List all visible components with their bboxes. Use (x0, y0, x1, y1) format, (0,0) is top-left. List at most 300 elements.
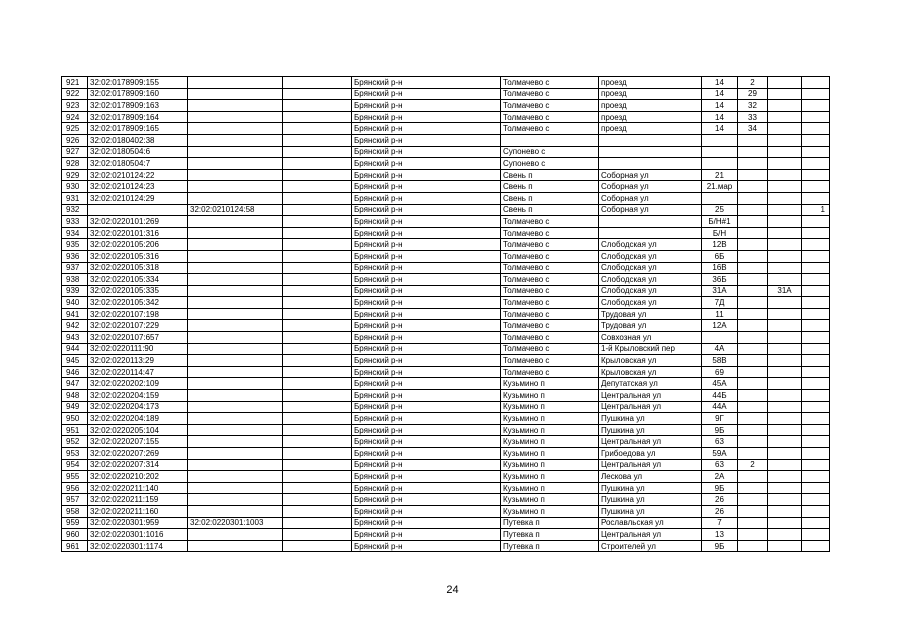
cell-house-number: 14 (702, 100, 738, 112)
cell-flat-number: 1 (802, 204, 830, 216)
cell-spacer (283, 250, 352, 262)
cell-letter (768, 227, 802, 239)
cell-house-number: 44А (702, 401, 738, 413)
cell-cadastral-number: 32:02:0220211:159 (88, 494, 188, 506)
cell-cadastral-number: 32:02:0220105:334 (88, 274, 188, 286)
cell-spacer (283, 366, 352, 378)
cell-linked-cadastral-number (188, 401, 283, 413)
cell-spacer (283, 436, 352, 448)
cell-row-number: 934 (62, 227, 88, 239)
table-row (62, 250, 830, 262)
cell-flat-number (802, 146, 830, 158)
cell-flat-number (802, 378, 830, 390)
cell-letter (768, 378, 802, 390)
cell-street: Слободская ул (599, 262, 702, 274)
table-row (62, 169, 830, 181)
cell-letter (768, 343, 802, 355)
cell-street: Рославльская ул (599, 517, 702, 529)
cell-letter (768, 297, 802, 309)
cell-spacer (283, 227, 352, 239)
cell-district: Брянский р-н (352, 250, 501, 262)
cell-cadastral-number: 32:02:0220204:159 (88, 390, 188, 402)
cell-letter (768, 88, 802, 100)
cell-flat-number (802, 181, 830, 193)
cell-house-number: 14 (702, 88, 738, 100)
cell-house-number: 12А (702, 320, 738, 332)
cell-row-number: 948 (62, 390, 88, 402)
cell-linked-cadastral-number (188, 343, 283, 355)
cell-street (599, 158, 702, 170)
cell-street: Слободская ул (599, 239, 702, 251)
cell-building-number (738, 158, 768, 170)
cell-spacer (283, 216, 352, 228)
cell-cadastral-number: 32:02:0220301:1174 (88, 540, 188, 552)
cell-linked-cadastral-number (188, 366, 283, 378)
cell-locality: Толмачево с (501, 88, 599, 100)
cell-street: Пушкина ул (599, 413, 702, 425)
cell-house-number: Б/Н (702, 227, 738, 239)
cell-linked-cadastral-number (188, 227, 283, 239)
cell-district: Брянский р-н (352, 123, 501, 135)
cell-row-number: 929 (62, 169, 88, 181)
cell-house-number: 63 (702, 459, 738, 471)
cell-street: Соборная ул (599, 204, 702, 216)
cell-cadastral-number: 32:02:0220211:140 (88, 482, 188, 494)
cell-flat-number (802, 343, 830, 355)
cell-street (599, 134, 702, 146)
table-row (62, 355, 830, 367)
table-row (62, 216, 830, 228)
cell-cadastral-number: 32:02:0178909:163 (88, 100, 188, 112)
cell-house-number: 14 (702, 77, 738, 89)
cell-building-number (738, 192, 768, 204)
cell-letter (768, 517, 802, 529)
cell-cadastral-number: 32:02:0210124:22 (88, 169, 188, 181)
table-row (62, 482, 830, 494)
cell-street: Соборная ул (599, 169, 702, 181)
cell-house-number: 44Б (702, 390, 738, 402)
cell-letter (768, 146, 802, 158)
cell-locality: Кузьмино п (501, 401, 599, 413)
cell-row-number: 944 (62, 343, 88, 355)
cell-row-number: 936 (62, 250, 88, 262)
cell-linked-cadastral-number (188, 320, 283, 332)
table-row (62, 424, 830, 436)
cell-building-number (738, 471, 768, 483)
cell-cadastral-number: 32:02:0220105:318 (88, 262, 188, 274)
cell-street: проезд (599, 77, 702, 89)
cell-cadastral-number: 32:02:0180504:7 (88, 158, 188, 170)
cell-district: Брянский р-н (352, 297, 501, 309)
cell-building-number: 2 (738, 77, 768, 89)
cell-district: Брянский р-н (352, 343, 501, 355)
table-row (62, 540, 830, 552)
table-row (62, 77, 830, 89)
cell-letter (768, 216, 802, 228)
cell-district: Брянский р-н (352, 424, 501, 436)
cell-flat-number (802, 239, 830, 251)
cell-house-number: 69 (702, 366, 738, 378)
cell-street: Трудовая ул (599, 320, 702, 332)
cell-district: Брянский р-н (352, 239, 501, 251)
cell-linked-cadastral-number (188, 192, 283, 204)
cell-locality: Толмачево с (501, 216, 599, 228)
cell-row-number: 961 (62, 540, 88, 552)
cell-spacer (283, 343, 352, 355)
cell-spacer (283, 320, 352, 332)
cell-row-number: 927 (62, 146, 88, 158)
cell-district: Брянский р-н (352, 540, 501, 552)
cell-spacer (283, 505, 352, 517)
cell-building-number (738, 274, 768, 286)
cell-building-number (738, 517, 768, 529)
cell-flat-number (802, 216, 830, 228)
cell-row-number: 938 (62, 274, 88, 286)
cell-building-number (738, 436, 768, 448)
cell-linked-cadastral-number (188, 505, 283, 517)
cell-building-number (738, 332, 768, 344)
cell-cadastral-number: 32:02:0220114:47 (88, 366, 188, 378)
cell-district: Брянский р-н (352, 204, 501, 216)
cell-locality: Толмачево с (501, 320, 599, 332)
cell-letter (768, 448, 802, 460)
cell-building-number (738, 204, 768, 216)
cell-linked-cadastral-number (188, 424, 283, 436)
cell-district: Брянский р-н (352, 262, 501, 274)
cell-linked-cadastral-number (188, 297, 283, 309)
table-row (62, 111, 830, 123)
cell-flat-number (802, 436, 830, 448)
cell-flat-number (802, 482, 830, 494)
cell-cadastral-number: 32:02:0220204:189 (88, 413, 188, 425)
cell-spacer (283, 239, 352, 251)
cell-row-number: 958 (62, 505, 88, 517)
cell-letter: 31А (768, 285, 802, 297)
cell-locality: Толмачево с (501, 262, 599, 274)
cell-flat-number (802, 424, 830, 436)
cell-locality: Кузьмино п (501, 448, 599, 460)
cell-district: Брянский р-н (352, 216, 501, 228)
cell-spacer (283, 494, 352, 506)
cell-flat-number (802, 88, 830, 100)
table-row (62, 134, 830, 146)
cell-house-number: 58В (702, 355, 738, 367)
cell-building-number (738, 227, 768, 239)
cell-street: Слободская ул (599, 285, 702, 297)
cell-building-number: 29 (738, 88, 768, 100)
cell-row-number: 949 (62, 401, 88, 413)
cell-linked-cadastral-number (188, 459, 283, 471)
table-row (62, 471, 830, 483)
cell-flat-number (802, 285, 830, 297)
cell-district: Брянский р-н (352, 181, 501, 193)
cell-building-number: 33 (738, 111, 768, 123)
cell-building-number (738, 250, 768, 262)
cell-building-number (738, 146, 768, 158)
cell-building-number (738, 216, 768, 228)
cell-district: Брянский р-н (352, 366, 501, 378)
cell-spacer (283, 169, 352, 181)
cell-street: Крыловская ул (599, 366, 702, 378)
cell-spacer (283, 459, 352, 471)
cell-street: Лескова ул (599, 471, 702, 483)
cell-linked-cadastral-number (188, 146, 283, 158)
cell-row-number: 924 (62, 111, 88, 123)
cell-cadastral-number: 32:02:0180504:6 (88, 146, 188, 158)
cell-house-number: 14 (702, 111, 738, 123)
cell-letter (768, 204, 802, 216)
cell-spacer (283, 274, 352, 286)
cell-letter (768, 482, 802, 494)
table-row (62, 448, 830, 460)
table-row (62, 459, 830, 471)
cell-letter (768, 77, 802, 89)
cell-locality: Толмачево с (501, 111, 599, 123)
cell-cadastral-number: 32:02:0220105:316 (88, 250, 188, 262)
cell-street: Пушкина ул (599, 482, 702, 494)
cell-letter (768, 505, 802, 517)
cell-locality: Кузьмино п (501, 390, 599, 402)
cell-spacer (283, 517, 352, 529)
cell-row-number: 941 (62, 308, 88, 320)
cell-district: Брянский р-н (352, 494, 501, 506)
cell-district: Брянский р-н (352, 413, 501, 425)
cell-house-number: 9Г (702, 413, 738, 425)
cell-row-number: 945 (62, 355, 88, 367)
cell-linked-cadastral-number (188, 378, 283, 390)
cell-letter (768, 308, 802, 320)
cell-building-number (738, 308, 768, 320)
cell-row-number: 922 (62, 88, 88, 100)
cell-letter (768, 181, 802, 193)
cell-letter (768, 111, 802, 123)
cell-street (599, 146, 702, 158)
cell-linked-cadastral-number (188, 250, 283, 262)
cell-flat-number (802, 250, 830, 262)
cell-building-number (738, 424, 768, 436)
cell-cadastral-number: 32:02:0220210:202 (88, 471, 188, 483)
cell-locality: Толмачево с (501, 239, 599, 251)
cell-spacer (283, 482, 352, 494)
cell-street: Слободская ул (599, 250, 702, 262)
cell-linked-cadastral-number (188, 390, 283, 402)
cell-house-number: 31А (702, 285, 738, 297)
cell-locality: Толмачево с (501, 227, 599, 239)
table-row (62, 262, 830, 274)
cell-house-number (702, 134, 738, 146)
cell-locality: Толмачево с (501, 274, 599, 286)
cell-spacer (283, 88, 352, 100)
cell-flat-number (802, 540, 830, 552)
cell-linked-cadastral-number (188, 482, 283, 494)
cell-street: Грибоедова ул (599, 448, 702, 460)
cell-cadastral-number: 32:02:0210124:23 (88, 181, 188, 193)
cell-cadastral-number: 32:02:0210124:29 (88, 192, 188, 204)
cell-spacer (283, 355, 352, 367)
cell-house-number: 4А (702, 343, 738, 355)
cell-building-number (738, 320, 768, 332)
table-body (62, 77, 830, 552)
cell-linked-cadastral-number (188, 448, 283, 460)
table-row (62, 390, 830, 402)
cell-street: проезд (599, 88, 702, 100)
cell-building-number (738, 355, 768, 367)
cell-street: Пушкина ул (599, 494, 702, 506)
cell-building-number (738, 169, 768, 181)
cell-building-number (738, 505, 768, 517)
cell-house-number: 7 (702, 517, 738, 529)
cell-locality: Толмачево с (501, 343, 599, 355)
cell-district: Брянский р-н (352, 332, 501, 344)
cell-house-number: 11 (702, 308, 738, 320)
cell-spacer (283, 146, 352, 158)
cell-house-number: 25 (702, 204, 738, 216)
cell-street: Центральная ул (599, 401, 702, 413)
cell-building-number (738, 529, 768, 541)
cell-flat-number (802, 308, 830, 320)
cell-flat-number (802, 123, 830, 135)
table-row (62, 529, 830, 541)
cell-linked-cadastral-number (188, 88, 283, 100)
cell-row-number: 926 (62, 134, 88, 146)
cell-linked-cadastral-number (188, 471, 283, 483)
cell-row-number: 951 (62, 424, 88, 436)
table-row (62, 343, 830, 355)
cell-district: Брянский р-н (352, 169, 501, 181)
cell-flat-number (802, 459, 830, 471)
cell-linked-cadastral-number: 32:02:0210124:58 (188, 204, 283, 216)
table-row (62, 494, 830, 506)
cell-linked-cadastral-number (188, 181, 283, 193)
cell-flat-number (802, 505, 830, 517)
cell-row-number: 928 (62, 158, 88, 170)
cell-cadastral-number: 32:02:0220107:229 (88, 320, 188, 332)
property-register-table (61, 76, 830, 552)
cell-spacer (283, 285, 352, 297)
cell-building-number (738, 494, 768, 506)
cell-locality: Толмачево с (501, 100, 599, 112)
cell-building-number (738, 401, 768, 413)
cell-flat-number (802, 390, 830, 402)
cell-letter (768, 540, 802, 552)
cell-flat-number (802, 274, 830, 286)
cell-letter (768, 459, 802, 471)
table-row (62, 378, 830, 390)
cell-street: Пушкина ул (599, 424, 702, 436)
cell-cadastral-number: 32:02:0178909:165 (88, 123, 188, 135)
cell-row-number: 931 (62, 192, 88, 204)
cell-flat-number (802, 262, 830, 274)
cell-linked-cadastral-number (188, 216, 283, 228)
cell-flat-number (802, 77, 830, 89)
cell-cadastral-number: 32:02:0220207:155 (88, 436, 188, 448)
cell-district: Брянский р-н (352, 482, 501, 494)
cell-spacer (283, 471, 352, 483)
cell-spacer (283, 413, 352, 425)
cell-linked-cadastral-number (188, 111, 283, 123)
cell-building-number (738, 378, 768, 390)
cell-cadastral-number (88, 204, 188, 216)
cell-linked-cadastral-number (188, 274, 283, 286)
cell-letter (768, 436, 802, 448)
cell-flat-number (802, 192, 830, 204)
cell-cadastral-number: 32:02:0178909:155 (88, 77, 188, 89)
cell-flat-number (802, 100, 830, 112)
cell-letter (768, 401, 802, 413)
cell-street: проезд (599, 100, 702, 112)
cell-district: Брянский р-н (352, 77, 501, 89)
cell-cadastral-number: 32:02:0220204:173 (88, 401, 188, 413)
cell-street: проезд (599, 123, 702, 135)
cell-spacer (283, 308, 352, 320)
cell-locality: Толмачево с (501, 308, 599, 320)
cell-flat-number (802, 332, 830, 344)
cell-linked-cadastral-number (188, 355, 283, 367)
cell-house-number: 21 (702, 169, 738, 181)
cell-letter (768, 320, 802, 332)
cell-spacer (283, 123, 352, 135)
table-row (62, 123, 830, 135)
cell-row-number: 950 (62, 413, 88, 425)
cell-cadastral-number: 32:02:0220205:104 (88, 424, 188, 436)
cell-district: Брянский р-н (352, 378, 501, 390)
cell-spacer (283, 378, 352, 390)
cell-spacer (283, 181, 352, 193)
cell-cadastral-number: 32:02:0220105:342 (88, 297, 188, 309)
cell-district: Брянский р-н (352, 227, 501, 239)
cell-letter (768, 471, 802, 483)
table-row (62, 146, 830, 158)
cell-spacer (283, 529, 352, 541)
cell-flat-number (802, 169, 830, 181)
cell-cadastral-number: 32:02:0180402:38 (88, 134, 188, 146)
table-row (62, 274, 830, 286)
cell-linked-cadastral-number (188, 540, 283, 552)
cell-house-number: 9Б (702, 482, 738, 494)
cell-linked-cadastral-number (188, 239, 283, 251)
cell-street: 1-й Крыловский пер (599, 343, 702, 355)
cell-street: Совхозная ул (599, 332, 702, 344)
cell-house-number: 16В (702, 262, 738, 274)
cell-linked-cadastral-number (188, 134, 283, 146)
cell-letter (768, 390, 802, 402)
cell-district: Брянский р-н (352, 390, 501, 402)
cell-house-number: 21.мар (702, 181, 738, 193)
cell-locality: Кузьмино п (501, 378, 599, 390)
cell-building-number: 32 (738, 100, 768, 112)
cell-row-number: 930 (62, 181, 88, 193)
cell-letter (768, 413, 802, 425)
cell-row-number: 943 (62, 332, 88, 344)
cell-street: Центральная ул (599, 436, 702, 448)
cell-cadastral-number: 32:02:0178909:164 (88, 111, 188, 123)
cell-spacer (283, 448, 352, 460)
cell-spacer (283, 262, 352, 274)
cell-row-number: 960 (62, 529, 88, 541)
cell-street: Депутатская ул (599, 378, 702, 390)
cell-locality: Толмачево с (501, 123, 599, 135)
cell-locality: Кузьмино п (501, 459, 599, 471)
cell-row-number: 953 (62, 448, 88, 460)
cell-row-number: 939 (62, 285, 88, 297)
cell-letter (768, 529, 802, 541)
cell-linked-cadastral-number (188, 436, 283, 448)
cell-letter (768, 424, 802, 436)
cell-flat-number (802, 297, 830, 309)
cell-cadastral-number: 32:02:0220107:657 (88, 332, 188, 344)
cell-district: Брянский р-н (352, 529, 501, 541)
cell-row-number: 925 (62, 123, 88, 135)
